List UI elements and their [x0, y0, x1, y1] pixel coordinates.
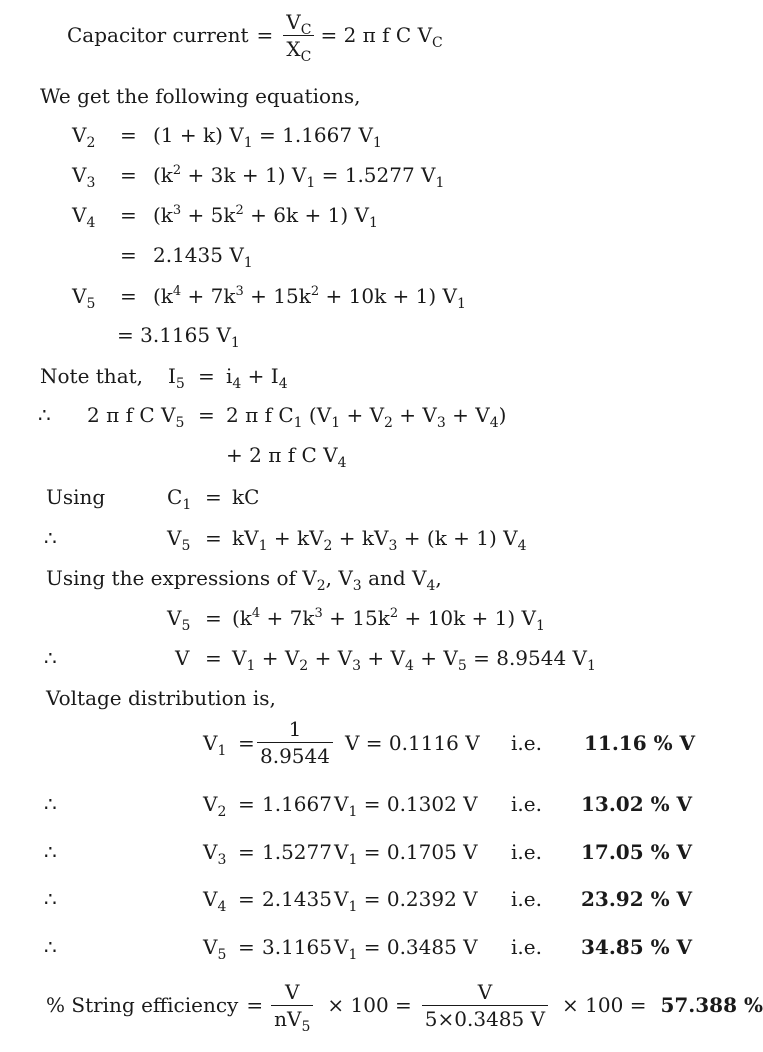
dist-row-equals: =: [238, 840, 255, 864]
v5-again-lhs: $V_5$: [167, 606, 191, 634]
dist-v1-fraction: [257, 719, 333, 766]
efficiency-fraction-2: [422, 979, 548, 1031]
dist-row-coef: 3.1165: [262, 935, 332, 959]
efficiency-equals: =: [246, 993, 264, 1017]
capacitor-current-rhs: = 2 π f C $V_C$: [320, 23, 443, 51]
using-lhs: $C_1$: [167, 485, 192, 513]
eff-f1-den: nV: [274, 1006, 302, 1031]
eq-v3-rhs: $(k^2 + 3k + 1) V_1 = 1.5277$ $V_1$: [153, 163, 445, 191]
note-i5: $I_5$: [168, 364, 185, 392]
eq-v5b-value: = 3.1165 $V_1$: [117, 323, 240, 351]
efficiency-equation: [46, 979, 763, 1035]
dist-v1-ie: i.e.: [511, 731, 542, 755]
dist-row-lhs: $V_5$: [203, 935, 227, 963]
eq-v5-equals: =: [120, 284, 137, 308]
dist-row-percent: 13.02 % V: [581, 792, 693, 816]
dist-row-coef: 1.1667: [262, 792, 332, 816]
eq-v4b-value: 2.1435 $V_1$: [153, 243, 253, 271]
dist-row-lhs: $V_2$: [203, 792, 227, 820]
dist-row-ie: i.e.: [511, 792, 542, 816]
kvl-rhs: 2 π f $C_1$ $(V_1 + V_2 + V_3 + V_4)$: [226, 403, 507, 431]
dist-v1-percent: 11.16 % V: [584, 731, 696, 755]
eq-v3-lhs: $V_3$: [72, 163, 96, 191]
eff-f1-num: V: [285, 979, 300, 1004]
frac-numerator-sub: C: [300, 21, 312, 38]
eq-v2-rhs: (1 + k) $V_1 = 1.1667$ $V_1$: [153, 123, 382, 151]
therefore-symbol: ∴: [44, 887, 57, 911]
intro-text: We get the following equations,: [40, 84, 361, 108]
dist-row-percent: 17.05 % V: [581, 840, 693, 864]
v-total-equals: =: [205, 646, 222, 670]
dist-v1-rhs: V = 0.1116 V: [345, 731, 480, 755]
eff-f2-num: V: [477, 979, 493, 1004]
therefore-symbol: ∴: [44, 646, 57, 670]
eq-v5-lhs: $V_5$: [72, 284, 96, 312]
therefore-symbol: ∴: [44, 840, 57, 864]
v5-expand-lhs: $V_5$: [167, 526, 191, 554]
eq-v4-lhs: $V_4$: [72, 203, 96, 231]
therefore-symbol: ∴: [44, 526, 57, 550]
dist-v1-equals: =: [238, 731, 255, 755]
dist-row-equals: =: [238, 935, 255, 959]
kvl-continuation: + 2 π f C $V_4$: [226, 443, 347, 471]
dist-row-rhs: $V_1 = 0.1302$ V: [334, 792, 478, 820]
note-rhs: $i_4 + I_4$: [226, 364, 288, 392]
v-total-lhs: V: [175, 646, 190, 670]
eq-v2-lhs: $V_2$: [72, 123, 96, 151]
kvl-equals: =: [198, 403, 215, 427]
eff-f2-den: 5×0.3485 V: [422, 1005, 548, 1029]
frac-denominator-sub: C: [300, 48, 312, 65]
dist-row-ie: i.e.: [511, 887, 542, 911]
v5-expand-rhs: $kV_1 + kV_2 + kV_3 + (k + 1)$ $V_4$: [232, 526, 527, 554]
dist-v1-numerator: 1: [288, 717, 302, 741]
v-total-rhs: $V_1 + V_2 + V_3 + V_4 + V_5 = 8.9544$ $V_1$: [232, 646, 596, 674]
dist-row-coef: 1.5277: [262, 840, 332, 864]
dist-v1-denominator: 8.9544: [257, 742, 333, 766]
therefore-symbol: ∴: [44, 792, 57, 816]
v5-again-rhs: $(k^4 + 7k^3 + 15k^2 + 10k + 1)$ $V_1$: [232, 606, 545, 634]
dist-row-lhs: $V_4$: [203, 887, 227, 915]
eq-v5-rhs: $(k^4 + 7k^3 + 15k^2 + 10k + 1)$ $V_1$: [153, 284, 466, 312]
frac-denominator: X: [286, 36, 301, 61]
dist-row-equals: =: [238, 792, 255, 816]
note-equals: =: [198, 364, 215, 388]
dist-row-percent: 34.85 % V: [581, 935, 693, 959]
efficiency-result: 57.388 %: [660, 993, 763, 1017]
eq-v4-rhs: $(k^3 + 5k^2 + 6k + 1)$ $V_1$: [153, 203, 378, 231]
using-label: Using: [46, 485, 106, 509]
eq-v3-equals: =: [120, 163, 137, 187]
therefore-symbol: ∴: [38, 403, 51, 427]
efficiency-times-2: × 100 =: [562, 993, 647, 1017]
note-label: Note that,: [40, 364, 144, 388]
v5-again-equals: =: [205, 606, 222, 630]
capacitor-current-label: Capacitor current: [67, 23, 249, 47]
dist-row-equals: =: [238, 887, 255, 911]
kvl-lhs: 2 π f C $V_5$: [87, 403, 185, 431]
dist-row-ie: i.e.: [511, 935, 542, 959]
using-equals: =: [205, 485, 222, 509]
vc-over-xc-fraction: [283, 9, 314, 65]
dist-row-rhs: $V_1 = 0.3485$ V: [334, 935, 478, 963]
distribution-label: Voltage distribution is,: [46, 686, 276, 710]
efficiency-label: % String efficiency: [46, 993, 239, 1017]
dist-row-percent: 23.92 % V: [581, 887, 693, 911]
dist-v1-lhs: $V_1$: [203, 731, 227, 759]
eq-v2-equals: =: [120, 123, 137, 147]
dist-row-rhs: $V_1 = 0.2392$ V: [334, 887, 478, 915]
therefore-symbol: ∴: [44, 935, 57, 959]
v5-expand-equals: =: [205, 526, 222, 550]
dist-row-coef: 2.1435: [262, 887, 332, 911]
frac-numerator: V: [286, 9, 301, 34]
eq-v4b-equals: =: [120, 243, 137, 267]
dist-row-rhs: $V_1 = 0.1705$ V: [334, 840, 478, 868]
using-rhs: kC: [232, 485, 260, 509]
dist-row-lhs: $V_3$: [203, 840, 227, 868]
equals-sign: =: [256, 23, 274, 47]
capacitor-current-equation: [67, 9, 443, 65]
dist-row-ie: i.e.: [511, 840, 542, 864]
eq-v4-equals: =: [120, 203, 137, 227]
efficiency-times-1: × 100 =: [327, 993, 412, 1017]
efficiency-fraction-1: $\frac{V}{nV_5}$: [271, 982, 313, 1029]
using-expressions-text: Using the expressions of $V_2$, $V_3$ and $V_4$,: [46, 566, 442, 594]
